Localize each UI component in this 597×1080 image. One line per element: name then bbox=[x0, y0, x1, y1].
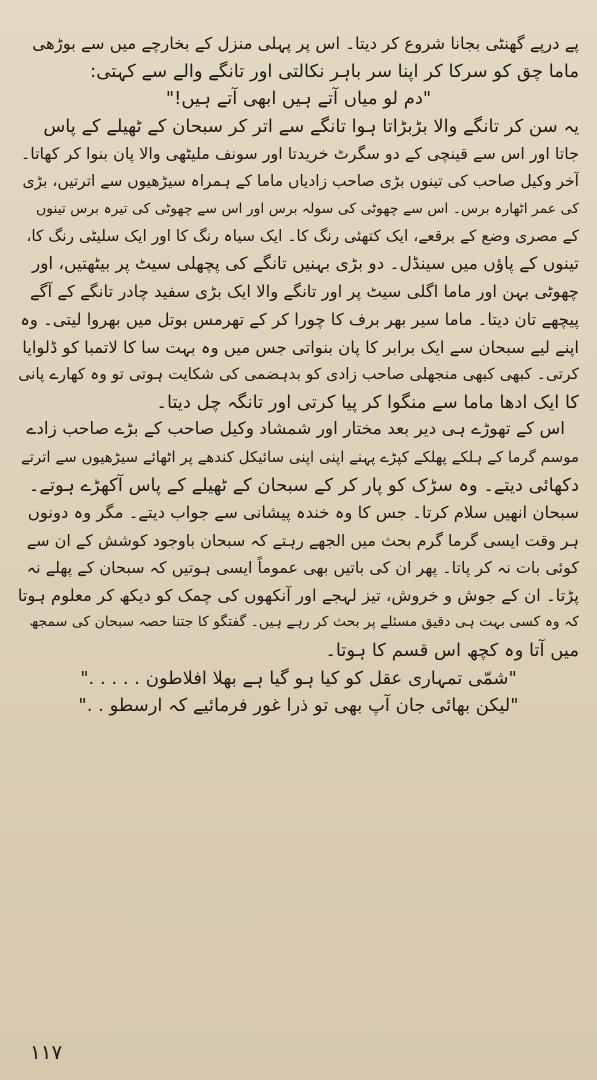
dialogue-line-24: "شمّی تمہاری عقل کو کیا ہو گیا ہے بھلا افلاطون . . . . ." bbox=[80, 667, 517, 689]
text-line-4: یہ سن کر تانگے والا بڑبڑاتا ہوا تانگے سے اتر کر سبحان کے ٹھیلے کے پاس bbox=[43, 115, 579, 137]
text-line-20: کوئی بات نہ کر پاتا۔ پھر ان کی باتیں بھی عموماً ایسی ہوتیں کہ سبحان کے پھلے نہ bbox=[26, 558, 579, 578]
quote-line-3: "دم لو میاں آتے ہیں ابھی آتے ہیں!" bbox=[165, 88, 432, 110]
text-line-22: کہ وہ کسی بہت ہی دقیق مسئلے پر بحث کر رہے ہیں۔ گفتگو کا جتنا حصہ سبحان کی سمجھ bbox=[29, 614, 579, 631]
text-line-23: میں آتا وہ کچھ اس قسم کا ہوتا۔ bbox=[325, 640, 579, 662]
text-line-15: اس کے تھوڑے ہی دیر بعد مختار اور شمشاد وکیل صاحب کے بڑے صاحب زادے bbox=[26, 419, 565, 440]
text-line-2: ماما چق کو سرکا کر اپنا سر باہر نکالتی اور تانگے والے سے کہتی: bbox=[90, 60, 579, 82]
text-line-12: اپنے لیے سبحان سے ایک برابر کا پان بنواتی جس میں وہ بہت سا کا لاتمبا کو ڈلوایا bbox=[22, 337, 579, 357]
dialogue-line-25: "لیکن بھائی جان آپ بھی تو ذرا غور فرمائیے کہ ارسطو . ." bbox=[78, 695, 519, 717]
text-line-1: پے درپے گھنٹی بجانا شروع کر دیتا۔ اس پر پہلی منزل کے بخارچے میں سے بوڑھی bbox=[32, 34, 579, 53]
body-text bbox=[18, 30, 579, 720]
text-line-17: دکھائی دیتے۔ وہ سڑک کو پار کر کے سبحان کے ٹھیلے کے پاس آکھڑے ہوتے۔ bbox=[28, 474, 579, 496]
text-line-9: تینوں کے پاؤں میں سینڈل۔ دو بڑی بہنیں تانگے کی پچھلی سیٹ پر بیٹھتیں، اور bbox=[31, 253, 579, 274]
page-number: ۱۱۷ bbox=[30, 1040, 63, 1064]
text-line-10: چھوٹی بہن اور ماما اگلی سیٹ پر اور تانگے والا ایک بڑی سفید چادر تانگے کے آگے bbox=[29, 282, 579, 302]
text-line-19: ہر وقت ایسی گرما گرم بحث میں الجھے رہتے کہ سبحان باوجود کوشش کے ان سے bbox=[26, 530, 579, 550]
text-line-21: پڑتا۔ ان کے جوش و خروش، تیز لہجے اور آنکھوں کی چمک کو دیکھ کر معلوم ہوتا bbox=[18, 585, 579, 605]
text-line-13: کرتی۔ کبھی کبھی منجھلی صاحب زادی کو بدہضمی کی شکایت ہوتی تو وہ کھارے پانی bbox=[18, 365, 579, 384]
text-line-5: جاتا اور اس سے قینچی کے دو سگرٹ خریدتا اور سونف ملیٹھی والا پان بنوا کر کھاتا۔ bbox=[20, 144, 579, 164]
text-line-16: موسم گرما کے ہلکے پھلکے کپڑے پہنے اپنی اپنی سائیکل کندھے پر اٹھائے سیڑھیوں سے اترتے bbox=[21, 447, 579, 466]
text-line-18: سبحان انھیں سلام کرتا۔ جس کا وہ خندہ پیشانی سے جواب دیتے۔ مگر وہ دونوں bbox=[27, 503, 579, 523]
text-line-8: کے مصری وضع کے برقعے، ایک کتھئی رنگ کا۔ ایک سیاہ رنگ کا اور ایک سلیٹی رنگ کا، bbox=[26, 227, 579, 246]
text-line-11: پیچھے تان دیتا۔ ماما سیر بھر برف کا چورا کر کے تھرمس بوتل میں بھروا لیتی۔ وہ bbox=[20, 309, 579, 329]
text-line-7: کی عمر اٹھارہ برس۔ اس سے چھوٹی کی سولہ برس اور اس سے چھوٹی کی تیرہ برس تینوں bbox=[35, 200, 579, 217]
text-line-14: کا ایک ادھا ماما سے منگوا کر پیا کرتی اور تانگہ چل دیتا۔ bbox=[156, 391, 579, 413]
text-line-6: آخر وکیل صاحب کی تینوں بڑی صاحب زادیاں ماما کے ہمراہ سیڑھیوں سے اترتیں، بڑی bbox=[22, 171, 579, 190]
